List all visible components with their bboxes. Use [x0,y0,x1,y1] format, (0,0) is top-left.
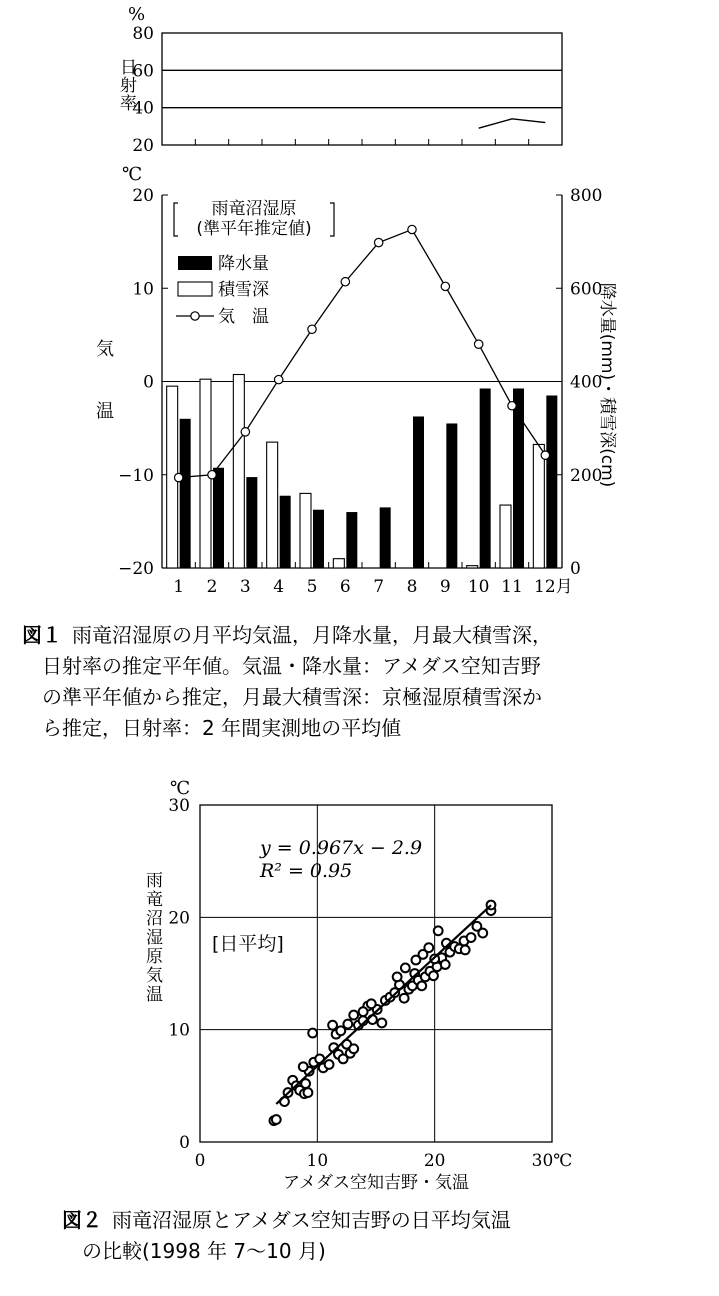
scatter-point [325,1060,334,1069]
scatter-ylabel-char: 湿 [146,928,163,948]
figure1-chart [0,0,719,605]
solar-tick-label-60: 60 [132,61,154,82]
solar-tick-label-40: 40 [132,98,154,119]
r-squared: R² = 0.95 [260,860,353,882]
scatter-point [308,1029,317,1038]
scatter-point [441,960,450,969]
legend-subtitle: (準平年推定値) [196,219,312,239]
solar-series-line [479,119,546,128]
precip-bar [213,468,224,568]
scatter-ylabel-char: 竜 [146,890,163,910]
scatter-point [478,929,487,938]
figure2-caption [62,1205,719,1267]
temp-point [541,451,549,459]
figure2-caption-line1: 雨竜沼湿原とアメダス空知吉野の日平均気温 [112,1208,511,1232]
temp-point [341,278,349,286]
regression-line [276,905,491,1104]
legend-precip-swatch [178,256,212,270]
left-tick-label-10: 10 [132,279,154,300]
snow-bar [533,444,544,568]
figure1-caption-line4: ら推定，日射率：2 年間実測地の平均値 [42,716,402,740]
right-axis-label: 降水量(mm)・積雪深(cm) [597,282,617,488]
x-tick-label-1: 1 [173,577,185,597]
precip-bar [380,507,391,568]
scatter-point [304,1088,313,1097]
scatter-point [349,1011,358,1020]
temp-unit: ℃ [122,164,143,185]
solar-axis-label-char: 射 [120,76,137,96]
snow-bar [300,493,311,568]
legend-bracket-left [174,203,178,236]
x-tick-label-3: 3 [239,577,251,597]
scatter-ylabel-char: 雨 [146,871,163,891]
right-tick-label-0: 0 [570,559,581,579]
legend-temp-label: 気 温 [218,307,269,327]
scatter-xtick-2: 20 [423,1151,446,1171]
x-tick-label-10: 10 [467,577,490,597]
scatter-point [328,1021,337,1030]
snow-bar [267,442,278,568]
solar-unit: % [128,4,146,25]
scatter-ylabel-char: 沼 [146,909,163,929]
precip-bar [446,423,457,568]
scatter-point [272,1115,281,1124]
scatter-ytick-0: 0 [179,1133,190,1153]
temp-point [474,340,482,348]
scatter-panel [146,780,572,1193]
right-tick-label-800: 800 [570,186,603,206]
left-tick-label--20: −20 [118,559,154,579]
snow-bar [233,375,244,568]
scatter-point [461,946,470,955]
right-tick-label-600: 600 [570,279,603,300]
scatter-point [367,999,376,1008]
precip-bar [313,510,324,568]
scatter-point [400,994,409,1003]
x-tick-label-6: 6 [339,577,351,597]
temp-point [174,473,182,481]
precip-bar [180,419,191,568]
figure1-caption-line3: の準平年値から推定，月最大積雪深：京極湿原積雪深か [42,685,542,709]
scatter-ylabel-char: 温 [146,985,163,1005]
x-tick-label-4: 4 [273,577,285,597]
left-tick-label--10: −10 [118,465,154,486]
scatter-point [434,926,443,935]
precip-bar [413,416,424,568]
precip-bar [246,477,257,568]
scatter-point [401,963,410,972]
scatter-point [359,1007,368,1016]
left-tick-label-0: 0 [143,372,154,393]
scatter-ylabel-char: 気 [146,966,163,986]
precip-bar [546,395,557,568]
snow-bar [500,505,511,568]
scatter-point [424,943,433,952]
solar-tick-label-80: 80 [132,24,154,44]
right-tick-label-200: 200 [570,465,603,486]
figure2-number: 図２ [62,1208,102,1232]
scatter-point [393,972,402,981]
solar-tick-label-20: 20 [132,136,154,156]
scatter-point [349,1044,358,1053]
solar-frame [162,33,562,145]
scatter-point [467,933,476,942]
x-tick-label-9: 9 [439,577,451,597]
temp-point [208,471,216,479]
legend-bracket-right [330,203,334,236]
scatter-xtick-1: 10 [306,1151,329,1171]
scatter-ylabel-char: 原 [146,947,163,967]
left-axis-label-char: 気 [96,339,114,360]
scatter-ytick-30: 30 [168,796,190,816]
legend-snow-label: 積雪深 [218,280,269,300]
x-tick-label-5: 5 [306,577,318,597]
solar-axis-label-char: 率 [120,94,137,114]
scatter-y-unit: ℃ [170,780,191,799]
scatter-ytick-20: 20 [168,908,190,929]
x-tick-label-2: 2 [206,577,218,597]
left-axis-label-char: 温 [96,401,114,422]
figure2-chart [0,780,719,1200]
solar-ratio-panel [120,4,562,156]
scatter-xtick-3: 30℃ [531,1151,573,1171]
precip-bar [480,388,491,568]
figure2-caption-line2: の比較(1998 年 7〜10 月) [82,1239,326,1263]
temp-point [274,375,282,383]
precip-bar [280,496,291,568]
scatter-ytick-10: 10 [168,1020,190,1041]
scatter-point [417,981,426,990]
scatter-point [343,1020,352,1029]
precip-bar [346,512,357,568]
daily-mean-tag: [日平均] [212,933,284,955]
x-tick-label-7: 7 [373,577,385,597]
temp-point [408,225,416,233]
legend-precip-label: 降水量 [218,254,269,274]
scatter-xtick-0: 0 [194,1151,206,1171]
snow-bar [333,559,344,568]
scatter-point [429,971,438,980]
climate-panel [96,164,617,597]
temp-point [241,428,249,436]
x-tick-label-11: 11 [501,577,523,597]
legend-title: 雨竜沼湿原 [211,199,297,219]
figure1-number: 図１ [22,623,62,647]
right-tick-label-400: 400 [570,372,603,393]
legend-temp-marker [191,312,199,320]
temp-point [374,238,382,246]
temp-point [308,325,316,333]
x-tick-label-8: 8 [406,577,418,597]
scatter-point [377,1019,386,1028]
scatter-point [299,1062,308,1071]
figure1-caption-line2: 日射率の推定平年値。気温・降水量：アメダス空知吉野 [42,654,541,678]
legend-snow-swatch [178,282,212,296]
snow-bar [467,566,478,568]
figure1-caption [22,620,712,744]
left-tick-label-20: 20 [132,186,154,206]
temp-point [508,402,516,410]
figure1-caption-line1: 雨竜沼湿原の月平均気温，月降水量，月最大積雪深， [72,623,552,647]
regression-equation: y = 0.967x − 2.9 [260,837,423,859]
solar-axis-label-char: 日 [120,58,137,78]
scatter-xlabel: アメダス空知吉野・気温 [283,1173,469,1193]
temp-point [441,282,449,290]
x-tick-label-12: 12月 [534,577,573,597]
